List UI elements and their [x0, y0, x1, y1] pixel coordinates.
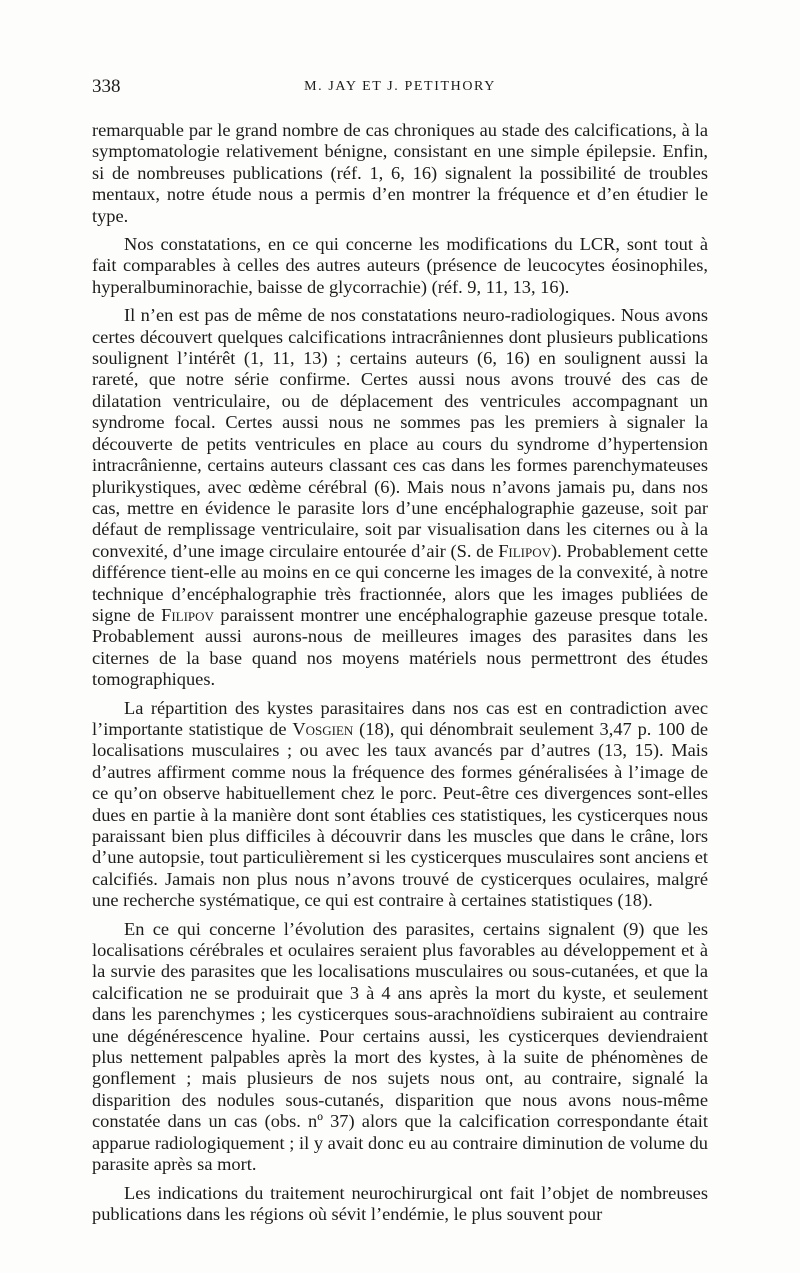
author-name-filipov: Filipov — [161, 604, 214, 625]
paragraph-text-part: ). Probablement cette différence tient-elle au moins en ce qui concerne les images de la convexité, à notre technique d’encéphalographie très fractionnée, alors que les images publiées de signe de — [92, 540, 708, 625]
author-name-filipov: Filipov — [498, 540, 552, 561]
article-body — [92, 120, 708, 1232]
paragraph-surgical-treatment — [92, 1183, 708, 1226]
paragraph-continuation — [92, 120, 708, 227]
running-title-authors: M. JAY ET J. PETITHORY — [304, 79, 496, 94]
paragraph-text: Nos constatations, en ce qui concerne les modifications du LCR, sont tout à fait comparables à celles des autres auteurs (présence de leucocytes éosinophiles, hyperalbuminorachie, baisse de glycorrachie) (réf. 9, 11, 13, 16). — [92, 234, 708, 297]
paragraph-text: En ce qui concerne l’évolution des parasites, certains signalent (9) que les localisations cérébrales et oculaires seraient plus favorables au développement et à la survie des parasites que les localisations musculaires ou sous-cutanées, et que la calcification ne se produirait que 3 à 4 ans après la mort du kyste, et seulement dans les parenchymes ; les cysticerques sous-arachnoïdiens subiraient au contraire une dégénérescence hyaline. Pour certains aussi, les cysticerques deviendraient plus nettement palpables après la mort des kystes, à la suite de phénomènes de gonflement ; mais plusieurs de nos sujets nous ont, au contraire, signalé la disparition des nodules sous-cutanés, disparition que nous avons nous-même constatée dans un cas (obs. nº 37) alors que la calcification correspondante était apparue radiologiquement ; il y avait donc eu au contraire diminution de volume du parasite après sa mort. — [92, 918, 708, 1175]
paragraph-parasite-evolution — [92, 919, 708, 1176]
paragraph-text-part: paraissent montrer une encéphalographie gazeuse presque totale. Probablement aussi aurons-nous de meilleures images des parasites dans les citernes de la base quand nos moyens matériels nous permettront des études tomographiques. — [92, 604, 709, 690]
paragraph-neuroradiology — [92, 305, 708, 690]
paragraph-text: Les indications du traitement neurochirurgical ont fait l’objet de nombreuses publications dans les régions où sévit l’endémie, le plus souvent pour — [92, 1182, 708, 1224]
page-number: 338 — [92, 76, 121, 97]
running-header — [92, 76, 708, 100]
paragraph-cyst-distribution — [92, 698, 708, 912]
author-name-vosgien: Vosgien — [292, 718, 354, 739]
paragraph-text-part: Il n’en est pas de même de nos constatations neuro-radiologiques. Nous avons certes découvert quelques calcifications intracrâniennes dont plusieurs publications soulignent l’intérêt (1, 11, 13) ; certains auteurs (6, 16) en soulignent aussi la rareté, que notre série confirme. Certes aussi nous avons trouvé des cas de dilatation ventriculaire, ou de déplacement des ventricules accompagnant un syndrome focal. Certes aussi nous ne sommes pas les premiers à signaler la découverte de petits ventricules en place au cours du syndrome d’hypertension intracrânienne, certains auteurs classant ces cas dans les formes parenchymateuses plurikystiques, avec œdème cérébral (6). Mais nous n’avons jamais pu, dans nos cas, mettre en évidence le parasite lors d’une encéphalographie gazeuse, soit par défaut de remplissage ventriculaire, soit par visualisation dans les citernes ou à la convexité, d’une image circulaire entourée d’air (S. de — [92, 305, 708, 561]
paragraph-text-part: La répartition des kystes parasitaires dans nos cas est en contradiction avec l’importante statistique de — [92, 697, 708, 739]
paragraph-text-part: (18), qui dénombrait seulement 3,47 p. 100 de localisations musculaires ; ou avec les taux avancés par d’autres (13, 15). Mais d’autres affirment comme nous la fréquence des formes généralisées à l’image de ce qu’on observe habituellement chez le porc. Peut-être ces divergences sont-elles dues en partie à la manière dont sont établies ces statistiques, les cysticerques nous paraissant bien plus difficiles à découvrir dans les muscles que dans le crâne, lors d’une autopsie, tout particulièrement si les cysticerques musculaires sont anciens et calcifiés. Jamais non plus nous n’avons trouvé de cysticerques oculaires, malgré une recherche systématique, ce qui est contraire à certaines statistiques (18). — [92, 718, 708, 911]
paragraph-text: remarquable par le grand nombre de cas chroniques au stade des calcifications, à la symptomatologie relativement bénigne, consistant en une simple épilepsie. Enfin, si de nombreuses publications (réf. 1, 6, 16) signalent la possibilité de troubles mentaux, notre étude nous a permis d’en montrer la fréquence et d’en étudier le type. — [92, 120, 708, 226]
paragraph-lcr — [92, 234, 708, 298]
